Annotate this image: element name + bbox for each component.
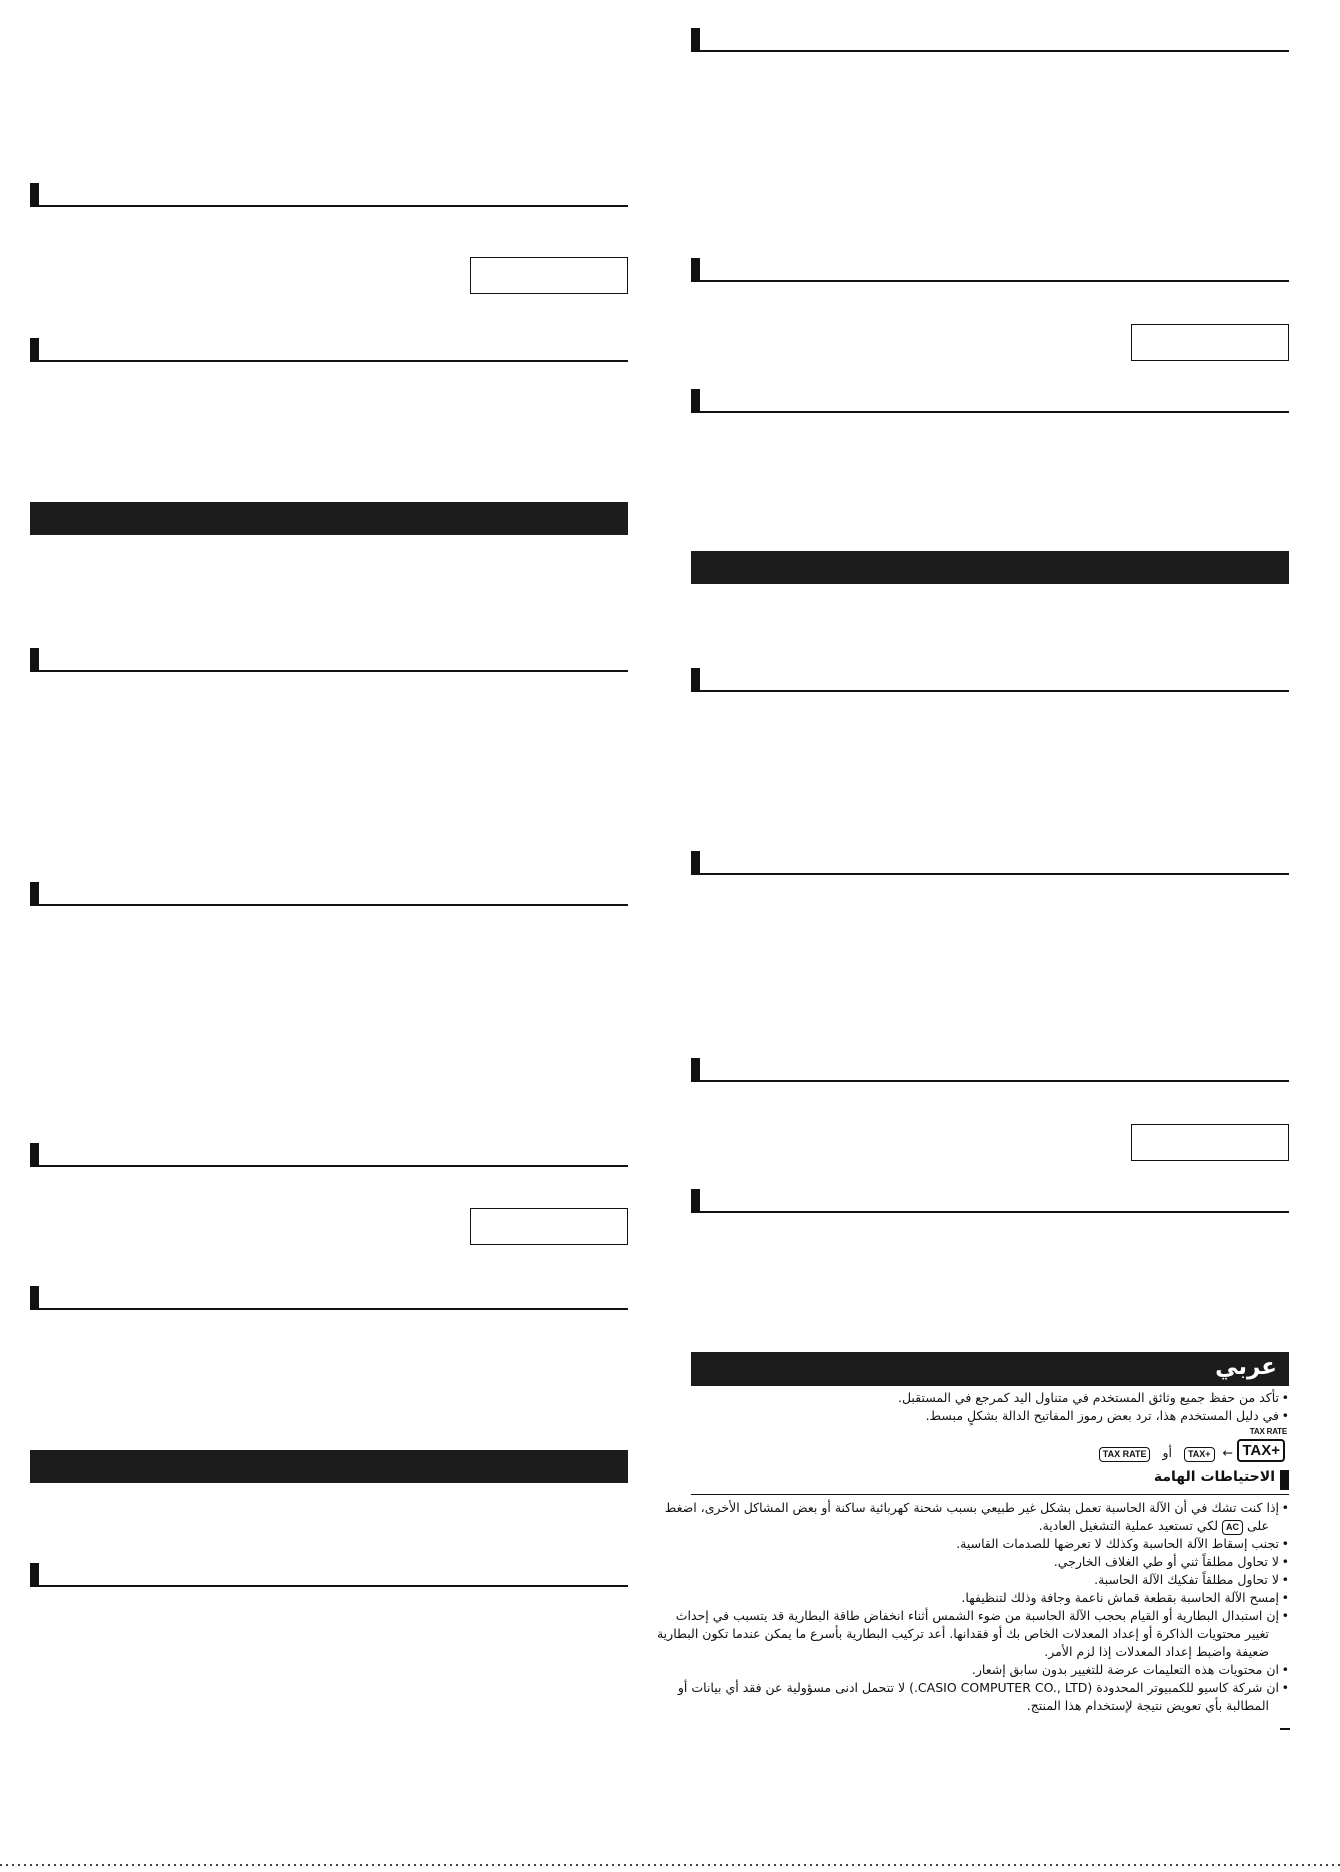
precaution-item-cont: المطالبة بأي تعويض نتيجة لإستخدام هذا المنتج.	[1026, 1698, 1269, 1713]
precaution-item: • تجنب إسقاط الآلة الحاسبة وكذلك لا تعرضها للصدمات القاسية.	[956, 1536, 1289, 1551]
right-section-header-6	[691, 1058, 1289, 1082]
tax-plus-key-icon: TAX+	[1237, 1439, 1285, 1462]
left-display-box-1	[470, 257, 628, 294]
ac-key-icon: AC	[1222, 1520, 1243, 1535]
precaution-item-cont: تغيير محتويات الذاكرة أو إعداد المعدلات الخاص بك أو فقدانها. أعد تركيب البطارية بأسرع ما يمكن عندما تكون البطارية	[656, 1626, 1269, 1641]
right-section-header-2	[691, 258, 1289, 282]
left-section-header-1	[30, 183, 628, 207]
right-section-bar-1	[691, 551, 1289, 584]
right-section-header-1	[691, 28, 1289, 52]
precaution-item: • إن استبدال البطارية أو القيام بحجب الآلة الحاسبة من ضوء الشمس أثناء انخفاض طاقة البطارية قد يتسبب في إحداث	[675, 1608, 1289, 1623]
precaution-item: • إذا كنت تشك في أن الآلة الحاسبة تعمل بشكل غير طبيعي بسبب شحنة كهربائية ساكنة أو بعض المشاكل الأخرى، اضغط	[664, 1500, 1289, 1515]
left-section-header-6	[30, 1286, 628, 1310]
precaution-item: • لا تحاول مطلقاً ثني أو طي الغلاف الخارجي.	[1053, 1554, 1289, 1569]
left-section-header-2	[30, 338, 628, 362]
precaution-item: • ان محتويات هذه التعليمات عرضة للتغيير بدون سابق إشعار.	[971, 1662, 1289, 1677]
precaution-item: • ان شركة كاسيو للكمبيوتر المحدودة (CASIO COMPUTER CO., LTD.) لا تتحمل ادنى مسؤولية عن فقد أي بيانات أو	[677, 1680, 1289, 1695]
precaution-item-cont: ضعيفة واضبط إعداد المعدلات إذا لزم الأمر.	[1044, 1644, 1269, 1659]
arabic-title: عربي	[1215, 1354, 1277, 1380]
precautions-header	[691, 1469, 1289, 1495]
right-section-header-3	[691, 389, 1289, 413]
tax-plus-small-key-icon: TAX+	[1184, 1447, 1215, 1462]
page-end-mark	[1280, 1728, 1290, 1730]
precautions-list	[656, 1499, 1289, 1715]
left-section-bar-2	[30, 1450, 628, 1483]
right-display-box-2	[1131, 1124, 1289, 1161]
right-section-header-4	[691, 668, 1289, 692]
precaution-item-cont: على AC لكي تستعيد عملية التشغيل العادية.	[1038, 1518, 1269, 1533]
page-bottom-perforation	[0, 1864, 1340, 1866]
left-section-header-7	[30, 1563, 628, 1587]
tax-rate-small-key-icon: TAX RATE	[1099, 1447, 1151, 1462]
precaution-item: • لا تحاول مطلقاً تفكيك الآلة الحاسبة.	[1094, 1572, 1289, 1587]
key-equivalents	[1099, 1445, 1237, 1462]
arabic-section	[656, 1352, 1289, 1715]
intro-list	[691, 1389, 1289, 1425]
tax-rate-key-label: TAX RATE	[1249, 1427, 1287, 1436]
intro-item: • تأكد من حفظ جميع وثائق المستخدم في متناول اليد كمرجع في المستقبل.	[897, 1390, 1289, 1405]
precaution-item: • إمسح الآلة الحاسبة بقطعة قماش ناعمة وجافة وذلك لتنظيفها.	[961, 1590, 1289, 1605]
left-section-header-4	[30, 882, 628, 906]
or-word: أو	[1162, 1445, 1172, 1460]
right-section-header-7	[691, 1189, 1289, 1213]
left-section-bar-1	[30, 502, 628, 535]
left-section-header-5	[30, 1143, 628, 1167]
intro-item: • في دليل المستخدم هذا، ترد بعض رموز المفاتيح الدالة بشكلٍ مبسط.	[925, 1408, 1289, 1423]
right-section-header-5	[691, 851, 1289, 875]
left-display-box-2	[470, 1208, 628, 1245]
arabic-title-bar	[691, 1352, 1289, 1386]
key-example	[691, 1427, 1289, 1467]
left-section-header-3	[30, 648, 628, 672]
arrow-left-icon: ←	[1222, 1445, 1233, 1460]
right-display-box-1	[1131, 324, 1289, 361]
precautions-heading: الاحتياطات الهامة	[1153, 1469, 1275, 1485]
